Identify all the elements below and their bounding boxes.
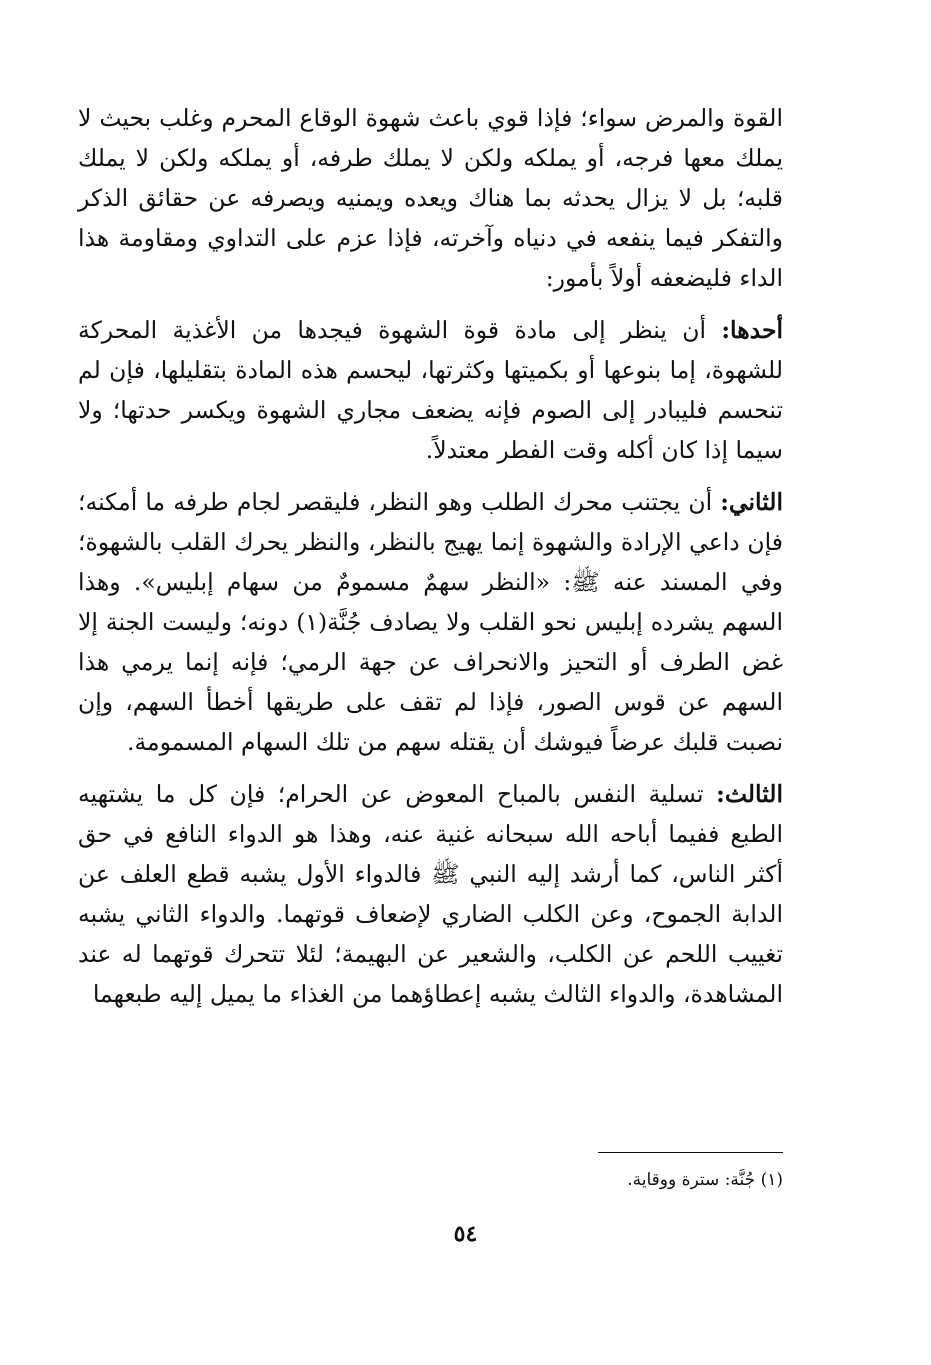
page-body bbox=[78, 98, 783, 1014]
second-remedy-paragraph bbox=[78, 482, 783, 762]
third-remedy-label: الثالث: bbox=[716, 780, 783, 808]
footnote: (١) جُنَّة: سترة ووقاية. bbox=[627, 1170, 783, 1190]
first-remedy-label: أحدها: bbox=[721, 316, 783, 344]
first-remedy-paragraph bbox=[78, 310, 783, 470]
footnote-separator bbox=[598, 1152, 783, 1153]
second-remedy-text: أن يجتنب محرك الطلب وهو النظر، فليقصر لجام طرفه ما أمكنه؛ فإن داعي الإرادة والشهوة إنما يهيج بالنظر، والنظر يحرك القلب بالشهوة؛ وفي المسند عنه ﷺ: «النظر سهمٌ مسمومٌ من سهام إبليس». وهذا السهم يشرده إبليس نحو القلب ولا يصادف جُنَّة(١) دونه؛ وليست الجنة إلا غض الطرف أو التحيز والانحراف عن جهة الرمي؛ فإنه إنما يرمي هذا السهم عن قوس الصور، فإذا لم تقف على طريقها أخطأ السهم، وإن نصبت قلبك عرضاً فيوشك أن يقتله سهم من تلك السهام المسمومة. bbox=[78, 488, 783, 756]
third-remedy-text: تسلية النفس بالمباح المعوض عن الحرام؛ فإن كل ما يشتهيه الطبع ففيما أباحه الله سبحانه غنية عنه، وهذا هو الدواء النافع في حق أكثر الناس، كما أرشد إليه النبي ﷺ فالدواء الأول يشبه قطع العلف عن الدابة الجموح، وعن الكلب الضاري لإضعاف قوتهما. والدواء الثاني يشبه تغييب اللحم عن الكلب، والشعير عن البهيمة؛ لئلا تتحرك قوتهما له عند المشاهدة، والدواء الثالث يشبه إعطاؤهما من الغذاء ما يميل إليه طبعهما bbox=[78, 780, 783, 1008]
page-number: ٥٤ bbox=[453, 1221, 478, 1247]
second-remedy-label: الثاني: bbox=[720, 488, 783, 516]
first-remedy-text: أن ينظر إلى مادة قوة الشهوة فيجدها من الأغذية المحركة للشهوة، إما بنوعها أو بكميتها وكثرتها، ليحسم هذه المادة بتقليلها، فإن لم تنحسم فليبادر إلى الصوم فإنه يضعف مجاري الشهوة ويكسر حدتها؛ ولا سيما إذا كان أكله وقت الفطر معتدلاً. bbox=[78, 316, 783, 464]
intro-paragraph: القوة والمرض سواء؛ فإذا قوي باعث شهوة الوقاع المحرم وغلب بحيث لا يملك معها فرجه، أو يملكه ولكن لا يملك طرفه، أو يملكه ولكن لا يملك قلبه؛ بل لا يزال يحدثه بما هناك ويعده ويمنيه ويصرفه عن حقائق الذكر والتفكر فيما ينفعه في دنياه وآخرته، فإذا عزم على التداوي ومقاومة هذا الداء فليضعفه أولاً بأمور: bbox=[78, 104, 783, 292]
third-remedy-paragraph bbox=[78, 774, 783, 1014]
